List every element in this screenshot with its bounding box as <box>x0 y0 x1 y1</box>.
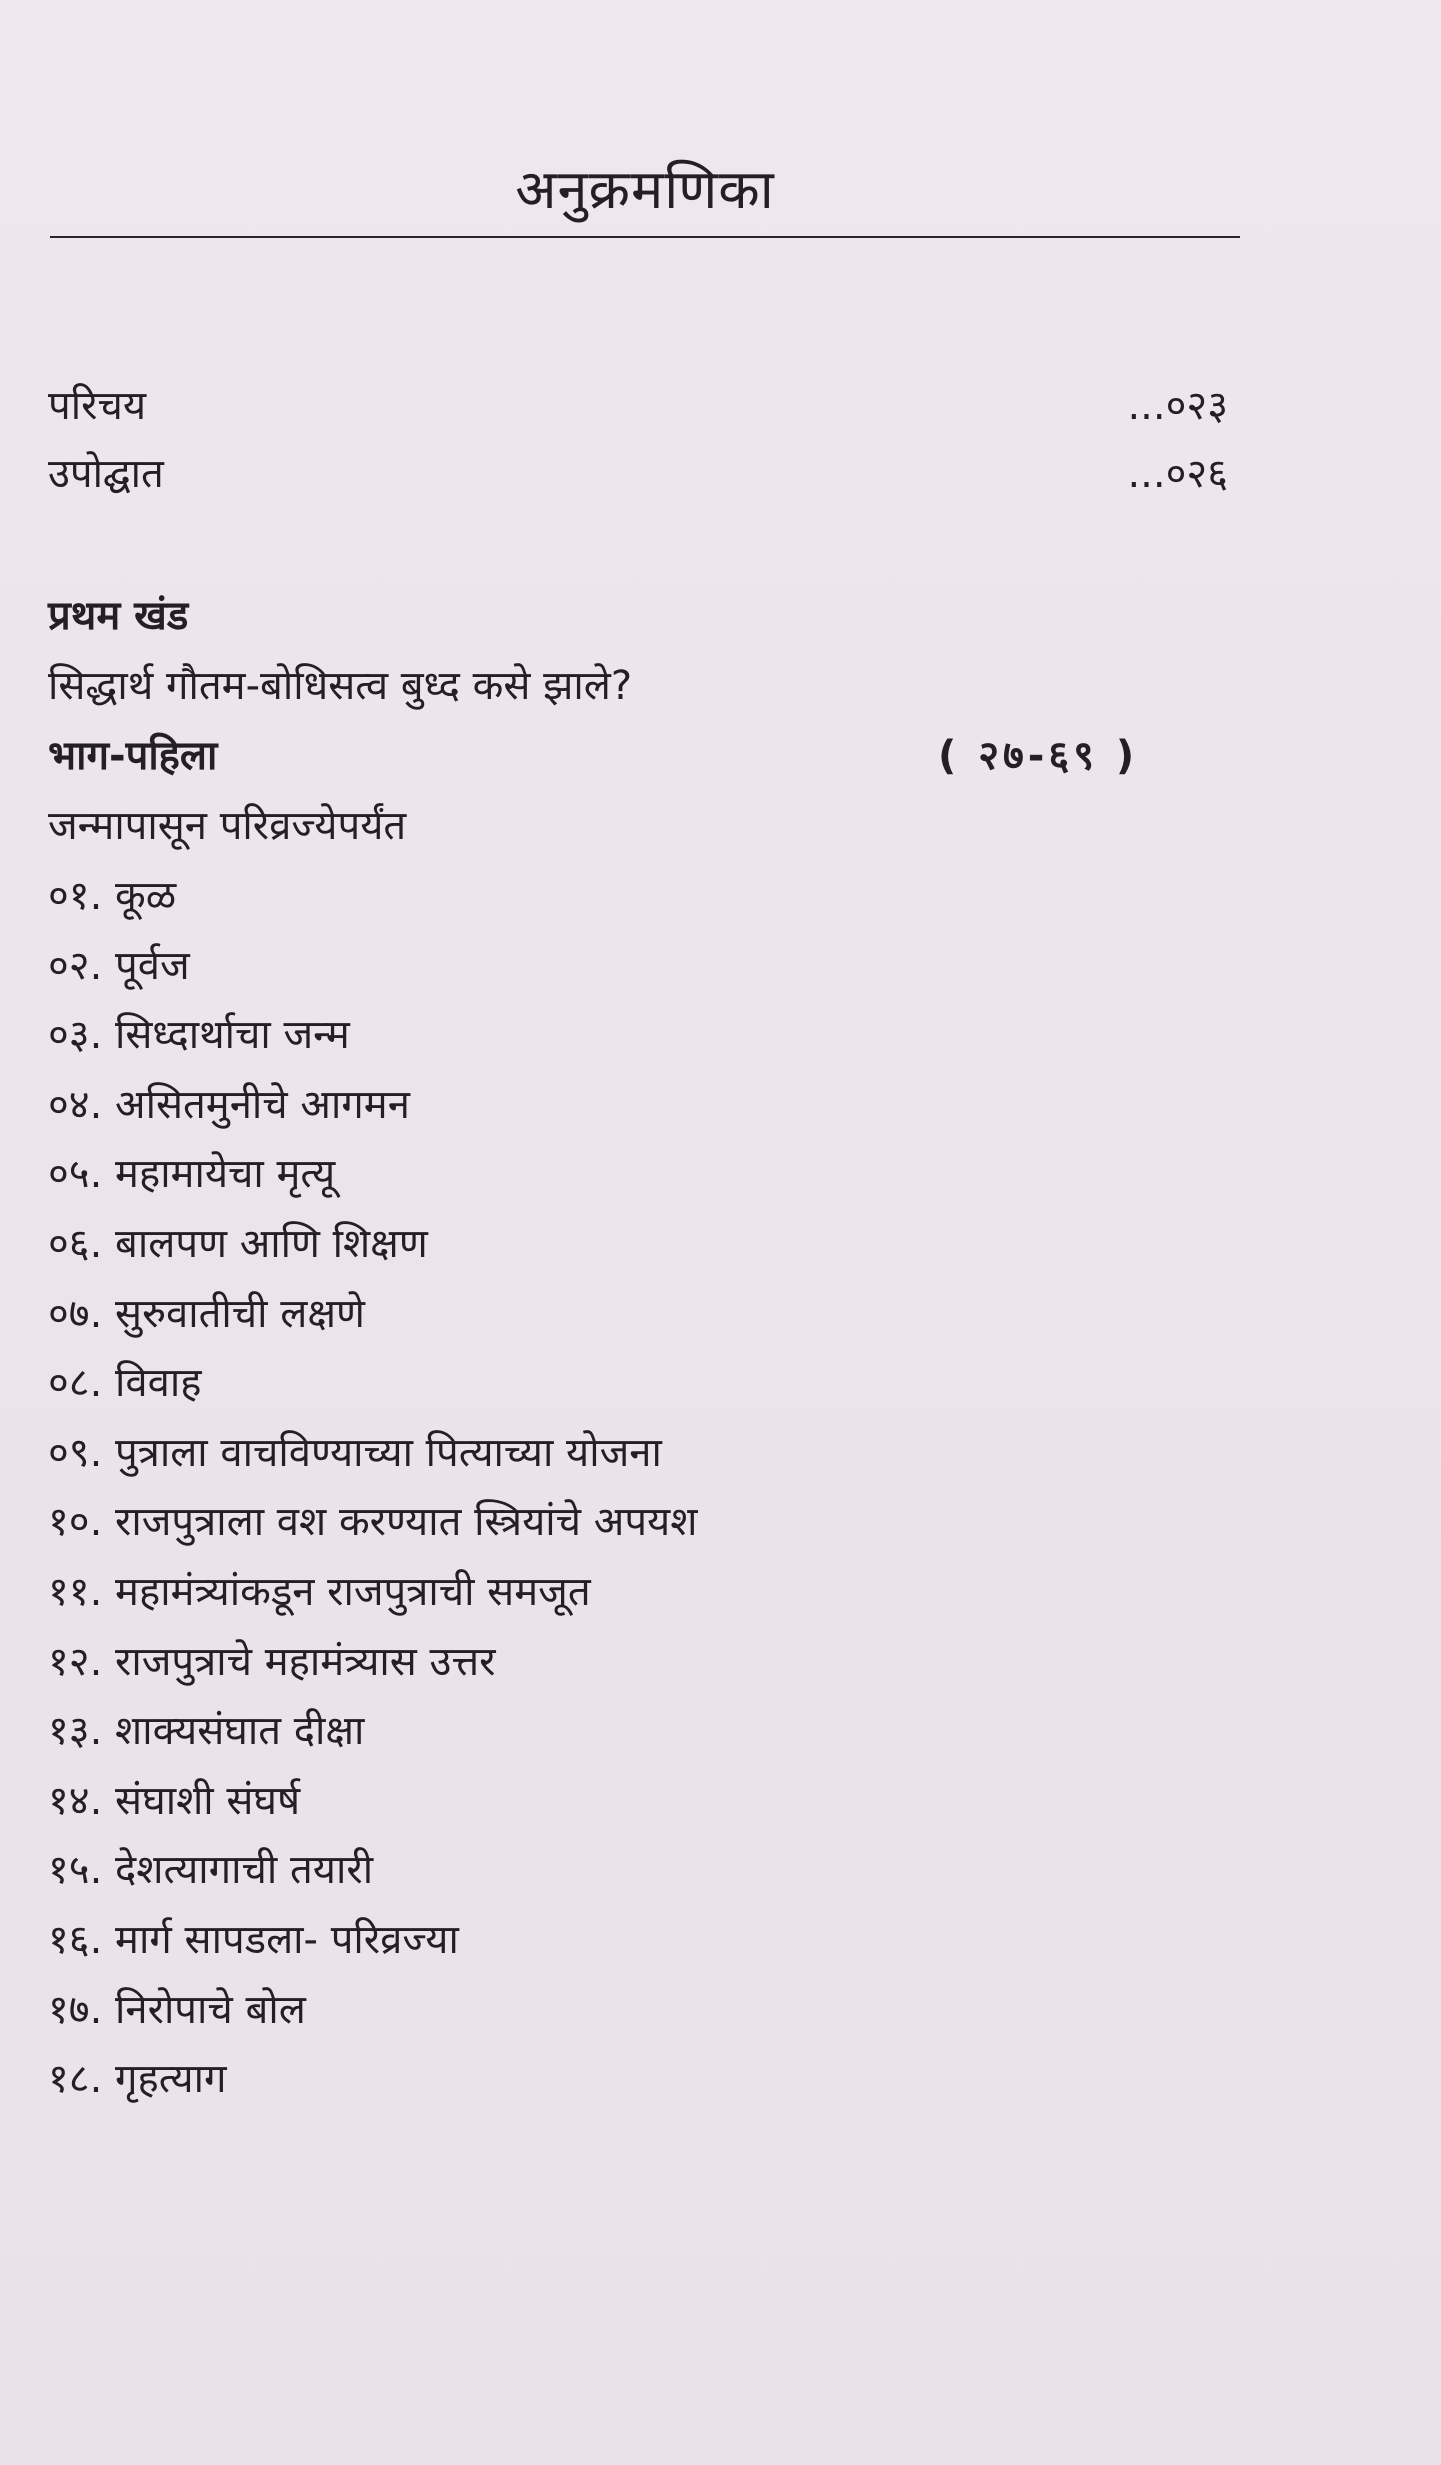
chapter-label: १८. गृहत्याग <box>48 2056 227 2102</box>
chapter-label: ०३. सिध्दार्थाचा जन्म <box>48 1012 350 1058</box>
part-range: ( २७-६९ ) <box>938 733 1139 779</box>
chapter-label: ०४. असितमुनीचे आगमन <box>48 1082 410 1128</box>
chapter-label: १५. देशत्यागाची तयारी <box>48 1847 374 1893</box>
page-title: अनुक्रमणिका <box>515 158 775 221</box>
part-label: भाग-पहिला <box>48 733 218 779</box>
toc-entry-label: उपोद्घात <box>48 451 164 497</box>
chapter-label: ०१. कूळ <box>48 873 177 919</box>
chapter-label: १२. राजपुत्राचे महामंत्र्यास उत्तर <box>48 1639 496 1685</box>
chapter-label: १४. संघाशी संघर्ष <box>48 1778 301 1824</box>
toc-entry-page: ...०२६ <box>1127 451 1228 497</box>
chapter-label: १६. मार्ग सापडला- परिव्रज्या <box>48 1917 459 1963</box>
chapter-label: १३. शाक्यसंघात दीक्षा <box>48 1708 365 1754</box>
chapter-label: ०८. विवाह <box>48 1360 202 1406</box>
chapter-label: ०२. पूर्वज <box>48 943 190 989</box>
toc-entry-page: ...०२३ <box>1127 383 1228 429</box>
chapter-label: ०५. महामायेचा मृत्यू <box>48 1151 336 1197</box>
chapter-label: १७. निरोपाचे बोल <box>48 1987 306 2033</box>
toc-entry-label: परिचय <box>48 383 147 429</box>
title-divider <box>50 236 1240 238</box>
chapter-label: ०७. सुरुवातीची लक्षणे <box>48 1291 365 1337</box>
chapter-label: ०९. पुत्राला वाचविण्याच्या पित्याच्या योजना <box>48 1430 662 1476</box>
book-page: अनुक्रमणिका परिचय ...०२३ उपोद्घात ...०२६ प्रथम खंड सिद्धार्थ गौतम-बोधिसत्व बुध्द कसे झाले? भाग-पहिला ( २७-६९ ) जन्मापासून परिव्रज्येपर्यंत ०१. कूळ ०२. पूर्वज ०३. सिध्दार्थाचा जन्म ०४. असितमुनीचे आगमन ०५. महामायेचा मृत्यू ०६. बालपण आणि शिक्षण ०७. सुरुवातीची लक्षणे ०८. विवाह ०९. पुत्राला वाचविण्याच्या पित्याच्या योजना १०. राजपुत्राला वश करण्यात स्त्रियांचे अपयश ११. महामंत्र्यांकडून राजपुत्राची समजूत १२. राजपुत्राचे महामंत्र्यास उत्तर १३. शाक्यसंघात दीक्षा १४. संघाशी संघर्ष १५. देशत्यागाची तयारी १६. मार्ग सापडला- परिव्रज्या १७. निरोपाचे बोल १८. गृहत्याग <box>0 0 1441 2465</box>
chapter-label: १०. राजपुत्राला वश करण्यात स्त्रियांचे अपयश <box>48 1499 698 1545</box>
chapter-label: ११. महामंत्र्यांकडून राजपुत्राची समजूत <box>48 1569 591 1615</box>
chapter-label: ०६. बालपण आणि शिक्षण <box>48 1221 428 1267</box>
